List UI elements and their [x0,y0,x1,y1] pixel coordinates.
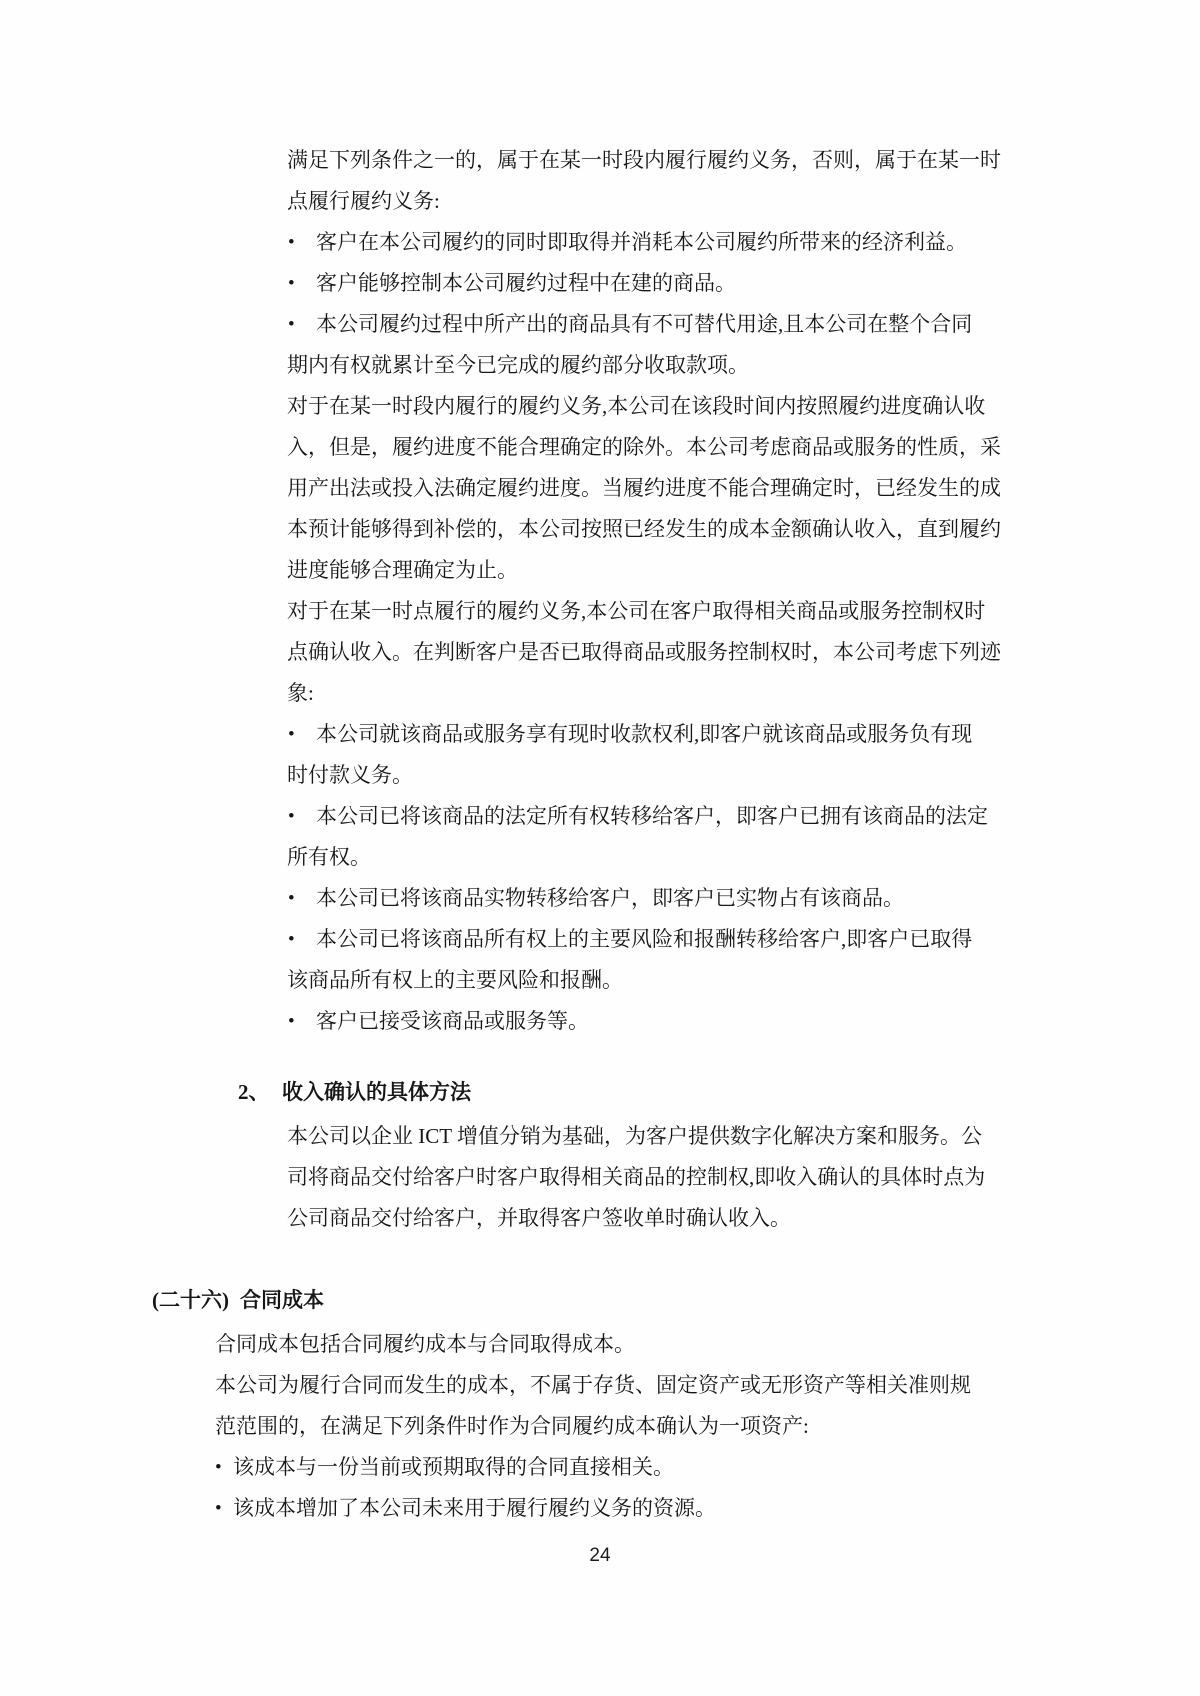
paragraph-revenue-method [287,1116,1000,1239]
text-line: 客户已接受该商品或服务等。 [316,1009,589,1033]
text-line: 进度能够合理确定为止。 [287,558,518,582]
text-line: 合同成本包括合同履约成本与合同取得成本。 [215,1332,635,1356]
bullet-list-time-period-indicators [287,222,1000,386]
paragraph-over-time-recognition [287,386,1000,591]
text-line: 公司商品交付给客户，并取得客户签收单时确认收入。 [287,1206,791,1230]
text-line: 客户在本公司履约的同时即取得并消耗本公司履约所带来的经济利益。 [316,230,967,254]
text-line: 范范围的，在满足下列条件时作为合同履约成本确认为一项资产: [215,1414,809,1438]
bullet-icon: • [215,1498,222,1519]
paragraph-point-in-time-recognition [287,591,1000,714]
bullet-item [215,1447,1000,1488]
bullet-item [287,714,1000,796]
bullet-icon: • [288,929,295,950]
text-line: 该成本增加了本公司未来用于履行履约义务的资源。 [233,1496,716,1520]
text-line: 点履行履约义务: [287,189,440,213]
text-line: 期内有权就累计至今已完成的履约部分收取款项。 [287,353,749,377]
bullet-item [287,796,1000,878]
text-line: 本公司就该商品或服务享有现时收款权利,即客户就该商品或服务负有现 [316,722,973,746]
bullet-item [287,222,1000,263]
bullet-icon: • [288,273,295,294]
bullet-icon: • [288,1011,295,1032]
text-line: 用产出法或投入法确定履约进度。当履约进度不能合理确定时，已经发生的成 [287,476,1001,500]
text-line: 客户能够控制本公司履约过程中在建的商品。 [316,271,736,295]
section-title: 合同成本 [240,1288,324,1312]
text-line: 时付款义务。 [287,763,413,787]
section-number: (二十六) [152,1288,229,1312]
section-heading-contract-cost [152,1280,1200,1321]
text-line: 本公司为履行合同而发生的成本，不属于存货、固定资产或无形资产等相关准则规 [215,1373,971,1397]
text-line: 本预计能够得到补偿的，本公司按照已经发生的成本金额确认收入，直到履约 [287,517,1001,541]
text-line: 对于在某一时段内履行的履约义务,本公司在该段时间内按照履约进度确认收 [287,394,986,418]
bullet-list-control-transfer-indicators [287,714,1000,1042]
paragraph-obligation-intro [287,140,1000,222]
section-number: 2、 [238,1080,270,1104]
text-line: 入，但是，履约进度不能合理确定的除外。本公司考虑商品或服务的性质，采 [287,435,1001,459]
bullet-item [287,878,1000,919]
bullet-item [287,263,1000,304]
section-title: 收入确认的具体方法 [282,1080,471,1104]
text-line: 本公司履约过程中所产出的商品具有不可替代用途,且本公司在整个合同 [316,312,973,336]
paragraph-contract-cost-definition [215,1324,1000,1365]
bullet-icon: • [288,314,295,335]
section-heading-revenue-method [238,1072,1200,1113]
bullet-item [215,1488,1000,1529]
text-line: 象: [287,681,314,705]
text-line: 本公司已将该商品的法定所有权转移给客户，即客户已拥有该商品的法定 [316,804,988,828]
text-line: 本公司以企业 ICT 增值分销为基础，为客户提供数字化解决方案和服务。公 [287,1124,982,1148]
text-line: 对于在某一时点履行的履约义务,本公司在客户取得相关商品或服务控制权时 [287,599,986,623]
page-number: 24 [589,1545,611,1566]
text-line: 所有权。 [287,845,371,869]
text-line: 该成本与一份当前或预期取得的合同直接相关。 [233,1455,674,1479]
text-line: 司将商品交付给客户时客户取得相关商品的控制权,即收入确认的具体时点为 [287,1165,986,1189]
text-line: 本公司已将该商品所有权上的主要风险和报酬转移给客户,即客户已取得 [316,927,973,951]
text-line: 满足下列条件之一的，属于在某一时段内履行履约义务，否则，属于在某一时 [287,148,1001,172]
document-body [0,140,1200,1529]
paragraph-contract-cost-conditions [215,1365,1000,1447]
bullet-item [287,919,1000,1001]
bullet-icon: • [215,1457,222,1478]
bullet-icon: • [288,232,295,253]
bullet-icon: • [288,806,295,827]
bullet-list-contract-cost-conditions [215,1447,1000,1529]
text-line: 点确认收入。在判断客户是否已取得商品或服务控制权时，本公司考虑下列迹 [287,640,1001,664]
bullet-icon: • [288,888,295,909]
bullet-item [287,304,1000,386]
text-line: 该商品所有权上的主要风险和报酬。 [287,968,623,992]
bullet-icon: • [288,724,295,745]
text-line: 本公司已将该商品实物转移给客户，即客户已实物占有该商品。 [316,886,904,910]
bullet-item [287,1001,1000,1042]
